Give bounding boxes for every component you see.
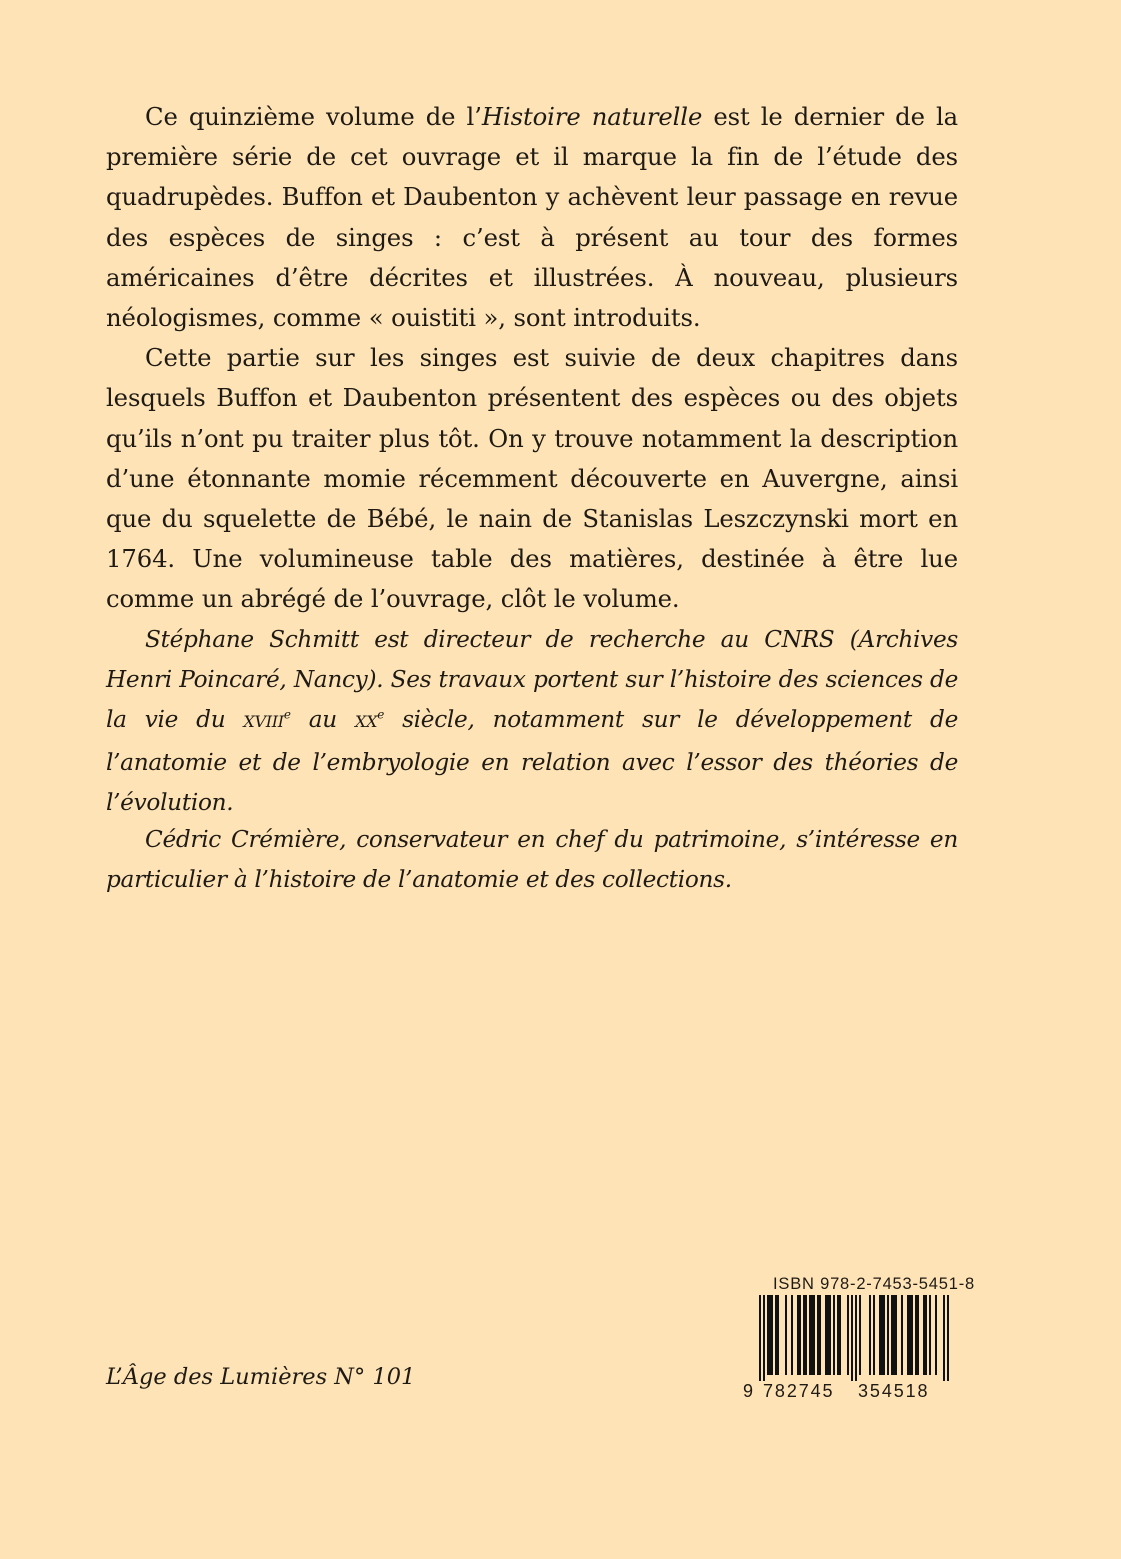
century-18: XVIII xyxy=(243,712,284,732)
barcode-bar xyxy=(775,1295,777,1375)
barcode-digits-left: 782745 xyxy=(763,1381,835,1401)
barcode-bar xyxy=(797,1295,799,1375)
barcode-bar xyxy=(851,1295,853,1381)
summary-paragraph-1 xyxy=(106,97,958,338)
bio-schmitt-part-a: Stéphane Schmitt est directeur de recherche au CNRS (Archives Henri Poincaré, Nancy). Ses travaux portent sur l’histoire des sciences de la vie du xyxy=(106,626,958,734)
barcode-bar xyxy=(809,1295,811,1375)
century-20-sup: e xyxy=(377,707,384,722)
century-18-sup: e xyxy=(283,707,291,722)
barcode-bar xyxy=(881,1295,883,1375)
barcode-bar xyxy=(855,1295,857,1381)
summary-text xyxy=(106,97,958,620)
barcode-bar xyxy=(763,1295,765,1381)
author-bio-cremiere xyxy=(106,820,958,900)
barcode-bar xyxy=(935,1295,937,1375)
barcode-bar xyxy=(837,1295,839,1375)
barcode-bar xyxy=(791,1295,793,1375)
barcode-bar xyxy=(917,1295,919,1375)
barcode-bar xyxy=(817,1295,819,1375)
barcode-bar xyxy=(883,1295,885,1375)
barcode-bar xyxy=(925,1295,927,1375)
barcode-bar xyxy=(839,1295,841,1375)
isbn-label: ISBN 978-2-7453-5451-8 xyxy=(773,1275,975,1293)
barcode-bar xyxy=(873,1295,875,1375)
barcode-bar xyxy=(819,1295,821,1375)
barcode xyxy=(743,1295,961,1381)
barcode-bar xyxy=(803,1295,805,1375)
barcode-bar xyxy=(759,1295,761,1381)
barcode-bar xyxy=(827,1295,829,1375)
barcode-bar xyxy=(879,1295,881,1375)
barcode-bar xyxy=(893,1295,895,1375)
isbn-barcode-block xyxy=(743,1275,975,1425)
bio-cremiere-text: Cédric Crémière, conservateur en chef du patrimoine, s’intéresse en particulier à l’histoire de l’anatomie et des collections. xyxy=(106,826,958,894)
bio-schmitt-part-b: au xyxy=(290,706,355,734)
barcode-bar xyxy=(943,1295,945,1381)
barcode-bar xyxy=(907,1295,909,1375)
barcode-bar xyxy=(829,1295,831,1375)
barcode-bar xyxy=(777,1295,779,1375)
century-20: XX xyxy=(355,712,378,732)
barcode-bar xyxy=(847,1295,849,1375)
barcode-bar xyxy=(825,1295,827,1375)
barcode-bar xyxy=(859,1295,861,1375)
summary-rest: est le dernier de la première série de cet ouvrage et il marque la fin de l’étude des quadrupèdes. Buffon et Daubenton y achèvent leur passage en revue des espèces de singes : c’est à présent au tour des formes américaines d’être décrites et illustrées. À nouveau, plusieurs néologismes, comme « ouistiti », sont introduits. xyxy=(106,102,958,333)
barcode-bar xyxy=(869,1295,871,1375)
barcode-bar xyxy=(767,1295,769,1375)
barcode-bar xyxy=(805,1295,807,1375)
series-label: L’Âge des Lumières N° 101 xyxy=(106,1364,416,1390)
barcode-bar xyxy=(909,1295,911,1375)
barcode-bar xyxy=(887,1295,889,1375)
barcode-bar xyxy=(813,1295,815,1375)
barcode-bar xyxy=(915,1295,917,1375)
barcode-bar xyxy=(901,1295,903,1375)
barcode-bar xyxy=(895,1295,897,1375)
barcode-bar xyxy=(929,1295,931,1375)
barcode-bar xyxy=(891,1295,893,1375)
barcode-bar xyxy=(785,1295,787,1375)
barcode-bar xyxy=(911,1295,913,1375)
summary-intro: Ce quinzième volume de l’ xyxy=(145,102,482,131)
barcode-digits-right: 354518 xyxy=(858,1381,930,1401)
barcode-bar xyxy=(769,1295,771,1375)
barcode-bar xyxy=(833,1295,835,1375)
barcode-bar xyxy=(923,1295,925,1375)
work-title: Histoire naturelle xyxy=(481,102,703,131)
barcode-bar xyxy=(771,1295,773,1375)
author-bio-schmitt xyxy=(106,620,958,823)
bio-schmitt-part-c: siècle, notamment sur le développement de l’anatomie et de l’embryologie en relation avec l’essor des théories de l’évolution. xyxy=(106,706,958,816)
barcode-bar xyxy=(811,1295,813,1375)
barcode-digit-first: 9 xyxy=(743,1381,755,1401)
barcode-bar xyxy=(799,1295,801,1375)
summary-paragraph-2: Cette partie sur les singes est suivie de deux chapitres dans lesquels Buffon et Daubenton présentent des espèces ou des objets qu’ils n’ont pu traiter plus tôt. On y trouve notamment la description d’une étonnante momie récemment découverte en Auvergne, ainsi que du squelette de Bébé, le nain de Stanislas Leszczynski mort en 1764. Une volumineuse table des matières, destinée à être lue comme un abrégé de l’ouvrage, clôt le volume. xyxy=(106,343,958,614)
barcode-bar xyxy=(947,1295,949,1381)
